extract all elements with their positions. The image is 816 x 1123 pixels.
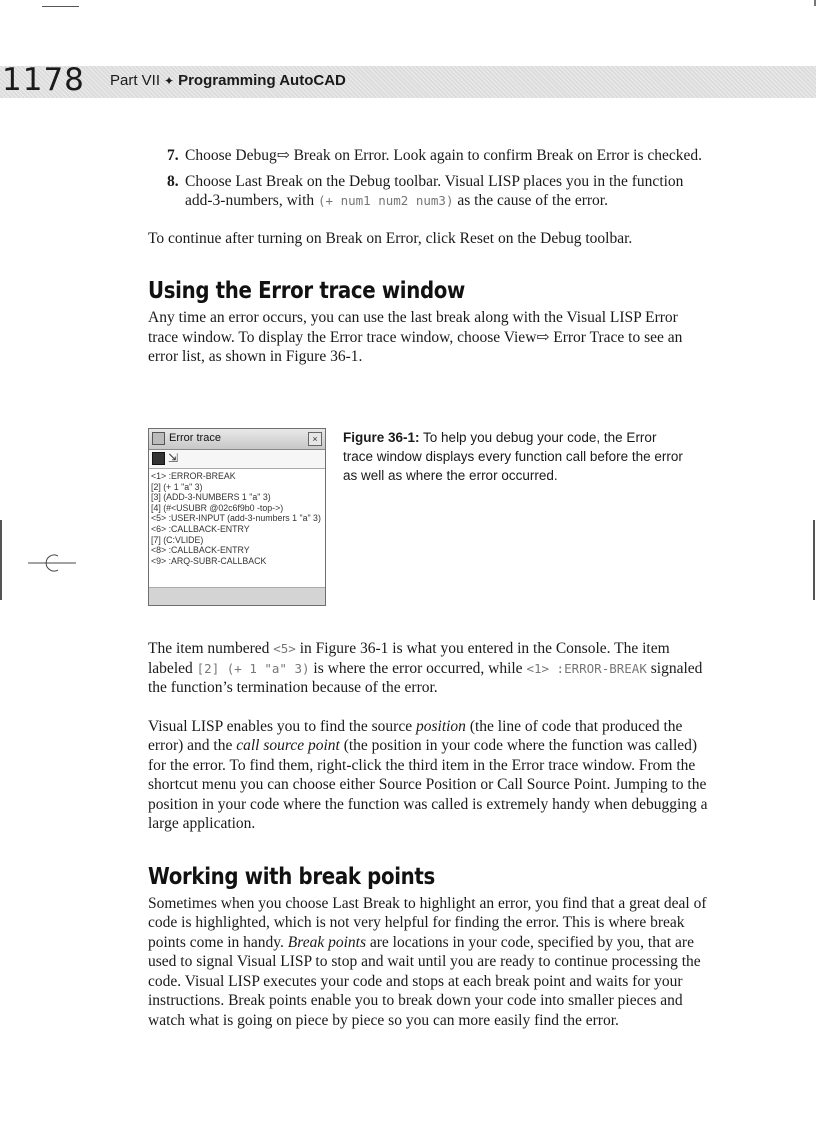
section-heading-error-trace: Using the Error trace window	[148, 278, 465, 304]
window-title: Error trace	[169, 432, 221, 444]
code-snippet: [2] (+ 1 "a" 3)	[196, 660, 310, 676]
section-heading-break-points: Working with break points	[148, 863, 435, 890]
trace-item[interactable]: [7] (C:VLIDE)	[151, 534, 204, 545]
italic-term: Break points	[287, 933, 366, 951]
trace-item[interactable]: [3] (ADD-3-NUMBERS 1 "a" 3)	[151, 492, 271, 503]
figure-caption-text: To help you debug your code, the Error trace window displays every function call before the error as well as where the error occurred.	[343, 430, 683, 483]
code-snippet: (+ num1 num2 num3)	[318, 193, 454, 208]
body-text: (the position in your code where the function was called) for the error. To find them, right-click the third item in the Error trace window. From the shortcut menu you can choose either Source Position or Call Source Point. Jumping to the position in your code where the function was called is extremely handy when debugging a large application.	[148, 737, 708, 832]
step-text: Break on Error. Look again to confirm Break on Error is checked.	[289, 147, 703, 164]
trace-item[interactable]: <9> :ARQ-SUBR-CALLBACK	[151, 555, 267, 566]
window-title-bar	[149, 429, 325, 450]
menu-arrow-icon: ⇨	[536, 328, 550, 346]
trace-list	[149, 469, 325, 566]
body-text: The item numbered	[148, 640, 274, 657]
right-crop-mark	[813, 520, 815, 600]
step-text: as the cause of the error.	[453, 192, 608, 209]
step-text: Choose Debug	[185, 147, 277, 164]
page-body-lower	[148, 639, 708, 1030]
header-title: Programming AutoCAD	[178, 72, 346, 89]
intro-text: Any time an error occurs, you can use the last break along with the Visual LISP Error trace window. To display the Error trace window, choose View	[148, 309, 678, 346]
intro-text: Error Trace to see an error list, as shown in Figure 36-1.	[148, 328, 683, 365]
body-text: is where the error occurred, while	[309, 659, 527, 677]
left-crop-mark	[0, 520, 2, 600]
step-number: 7.	[167, 147, 179, 164]
figure-caption	[343, 428, 688, 485]
step-7	[148, 146, 708, 166]
code-snippet: <5>	[273, 641, 296, 656]
code-snippet: <1> :ERROR-BREAK	[526, 660, 647, 676]
window-toolbar	[149, 450, 325, 469]
diamond-icon: ✦	[164, 74, 175, 88]
error-trace-intro	[148, 308, 708, 367]
italic-term: call source point	[236, 737, 340, 754]
trace-item[interactable]: <1> :ERROR-BREAK	[151, 471, 236, 481]
figure-label: Figure 36-1:	[343, 430, 420, 445]
header-part: Part VII	[110, 72, 161, 89]
trace-item[interactable]: [4] (#<USUBR @02c6f9b0 -top->)	[151, 502, 284, 513]
registration-mark-icon	[28, 552, 76, 574]
source-position-paragraph	[148, 717, 708, 834]
inspect-icon[interactable]	[152, 452, 165, 465]
running-header	[110, 72, 346, 89]
error-trace-window	[148, 428, 326, 606]
trace-item[interactable]: <6> :CALLBACK-ENTRY	[151, 523, 250, 534]
trace-item[interactable]: [2] (+ 1 "a" 3)	[151, 481, 203, 492]
body-text: are locations in your code, specified by you, that are used to signal Visual LISP to stop and wait until you are ready to continue processing the code. Visual LISP executes your code and stops at each break point and waits for your instructions. Break points enable you to break down your code into smaller pieces and watch what is going on piece by piece so you can more easily find the error.	[148, 933, 701, 1029]
reset-paragraph: To continue after turning on Break on Error, click Reset on the Debug toolbar.	[148, 229, 633, 247]
body-text: (the line of code that produced the error) and the	[148, 717, 683, 754]
body-text: in Figure 36-1 is what you entered in the Console. The item labeled	[148, 640, 670, 677]
page-number: 1178	[2, 62, 85, 98]
body-text: signaled the function’s termination because of the error.	[148, 659, 703, 696]
copy-icon[interactable]: ⇲	[168, 451, 179, 465]
body-text: Visual LISP enables you to find the source	[148, 717, 416, 735]
page-body	[148, 146, 708, 367]
app-icon	[152, 432, 165, 445]
italic-term: position	[415, 717, 466, 735]
body-text: Sometimes when you choose Last Break to highlight an error, you find that a great deal of code is highlighted, which is not very helpful for finding the error. This is where break points come in handy.	[148, 894, 707, 951]
menu-arrow-icon: ⇨	[276, 147, 290, 164]
trace-item[interactable]: <5> :USER-INPUT (add-3-numbers 1 "a" 3)	[151, 513, 321, 524]
close-icon[interactable]: ×	[308, 432, 322, 446]
top-crop-rule	[42, 6, 79, 7]
window-empty-area	[149, 587, 325, 605]
step-8	[148, 172, 708, 211]
step-text: Choose Last Break on the Debug toolbar. Visual LISP places you in the function add-3-numbers, with	[185, 172, 684, 209]
break-points-paragraph	[148, 894, 708, 1031]
trace-item[interactable]: <8> :CALLBACK-ENTRY	[151, 545, 250, 556]
item-five-paragraph	[148, 639, 708, 698]
step-number: 8.	[167, 172, 179, 190]
